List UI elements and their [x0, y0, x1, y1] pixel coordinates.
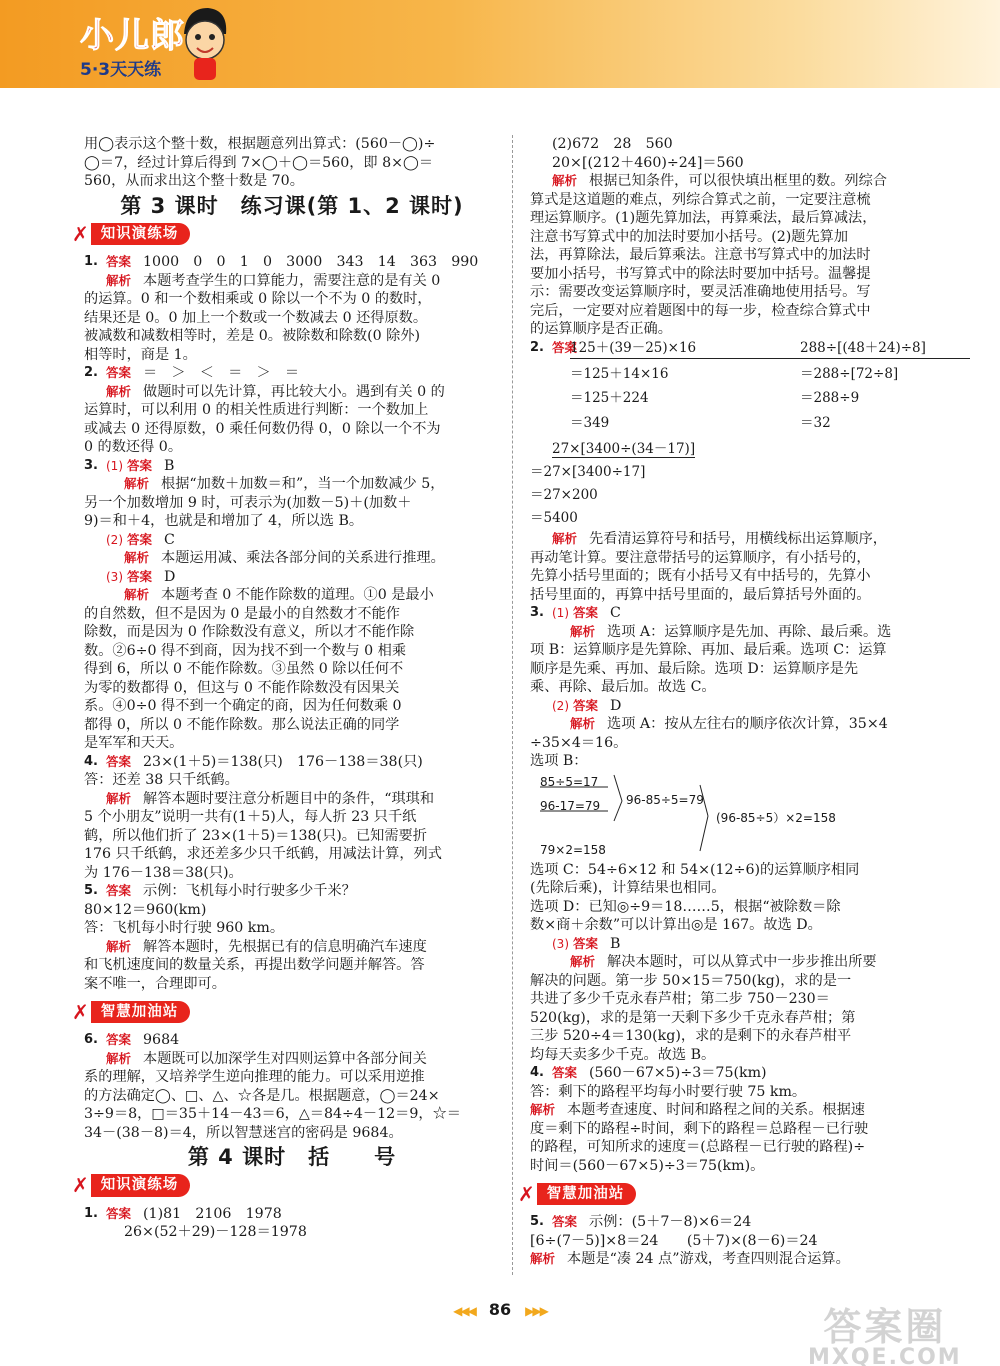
band-icon: ✗: [72, 221, 89, 246]
analysis-text: 解析: [106, 383, 132, 399]
analysis-text: ÷35×4＝16。: [530, 734, 628, 751]
answer-text: 答案: [573, 697, 599, 713]
analysis-text: 为零的数都得 0，但这与 0 不能作除数没有因果关: [84, 679, 400, 696]
analysis-text: 度＝剩下的路程÷时间，剩下的路程＝总路程－已行驶: [530, 1120, 869, 1137]
diagram-step: 85÷5=17: [540, 774, 599, 789]
analysis-text: 5 个小朋友”说明一共有(1＋5)人，每人折 23 只千纸: [84, 809, 417, 825]
text-line: 1.: [84, 1205, 98, 1221]
text-line: 3.: [530, 605, 544, 620]
lesson4-question-1: [84, 1205, 500, 1224]
text-line: 4.: [530, 1065, 544, 1080]
text-line: [530, 172, 942, 191]
answer-text: (560－67×5)÷3＝75(km): [589, 1065, 767, 1081]
analysis-text: 被减数和减数相等时，差是 0。被除数和除数(0 除外): [84, 328, 421, 344]
band-icon: ✗: [518, 1181, 535, 1206]
analysis-text: 注意书写算式中的加法时要加小括号。(2)题先算加: [530, 228, 849, 245]
analysis-text: 解析: [106, 938, 132, 954]
answer-text: 答案: [106, 1205, 132, 1221]
text-line: 20×[(212＋460)÷24]＝560: [552, 154, 744, 171]
answer-text: 示例：(5＋7－8)×6＝24: [589, 1214, 752, 1230]
answer-text: 答案: [552, 1065, 578, 1080]
analysis-text: 本题运用减、乘法各部分间的关系进行推理。: [161, 550, 445, 566]
question-4: [84, 753, 500, 772]
question-3: [84, 457, 500, 476]
answer-text: 1000 0 0 1 0 3000 343 14 363 990: [143, 254, 479, 270]
band-icon: ✗: [72, 999, 89, 1024]
text-line: ＝27×200: [530, 487, 598, 503]
analysis-text: 数。②6÷0 得不到商，因为找不到一个数与 0 相乘: [84, 642, 407, 659]
answer-text: 答：剩下的路程平均每小时要行驶 75 km。: [530, 1083, 807, 1100]
answer-text: 答案: [573, 605, 599, 620]
question-4: [530, 1064, 942, 1083]
answer-text: D: [164, 568, 176, 585]
text-line: 智慧加油站: [91, 1001, 191, 1024]
lesson-3-title: 第 3 课时 练习课(第 1、2 课时): [120, 193, 464, 218]
text-line: [530, 935, 942, 954]
analysis-text: 和飞机速度间的数量关系，再提出数学问题并解答。答: [84, 957, 425, 973]
text-line: [84, 568, 500, 587]
diagram-step: 96-85÷5=79: [626, 792, 704, 807]
analysis-text: 解答本题时要注意分析题目中的条件，“琪琪和: [143, 790, 435, 807]
question-6: [84, 1031, 500, 1050]
mascot-icon: [178, 4, 232, 84]
text-line: [530, 1250, 942, 1269]
page-number: 86: [488, 1300, 512, 1319]
analysis-text: 运算时，可以利用 0 的相关性质进行判断：一个数加上: [84, 402, 429, 418]
text-line: (1): [106, 458, 123, 473]
analysis-text: 案不唯一，合理即可。: [84, 975, 226, 992]
analysis-text: 选项 A：按从左往右的顺序依次计算，35×4: [607, 716, 888, 732]
answer-text: 示例：飞机每小时行驶多少千米？: [143, 883, 356, 899]
analysis-text: 先算小括号里面的；既有小括号又有中括号的，先算小: [530, 568, 871, 584]
text-line: [530, 953, 942, 972]
brand-subtitle: 5·3天天练: [80, 60, 162, 80]
text-line: 2.: [530, 339, 544, 355]
analysis-text: 解析: [124, 476, 150, 491]
band-icon: ✗: [72, 1173, 89, 1198]
answer-text: 答案: [106, 1032, 132, 1047]
analysis-text: 的运算。0 和一个数相乘或 0 除以一个不为 0 的数时，: [84, 291, 432, 307]
analysis-text: 为 176－138＝38(只)。: [84, 864, 243, 881]
answer-text: D: [610, 697, 622, 714]
text-line: [84, 383, 500, 402]
analysis-text: 的路程，可知所求的速度＝(总路程－已行驶的路程)÷: [530, 1139, 866, 1155]
diagram-step: 96-17=79: [540, 798, 601, 813]
text-line: [530, 1101, 942, 1120]
text-line: 5.: [530, 1214, 544, 1229]
analysis-text: 根据已知条件，可以很快填出框里的数。列综合: [589, 173, 887, 189]
analysis-text: 解决的问题。第一步 50×15＝750(kg)，求的是一: [530, 972, 852, 989]
analysis-text: 的运算顺序是否正确。: [530, 321, 672, 337]
analysis-text: 三步 520÷4＝130(kg)，求的是剩下的永春芦柑平: [530, 1028, 852, 1044]
analysis-text: 算式是这道题的难点，列综合算式之前，一定要注意梳: [530, 191, 871, 208]
analysis-text: 另一个加数增加 9 时，可表示为(加数－5)＋(加数＋: [84, 494, 412, 511]
analysis-text: 完后，一定要对应着题图中的每一步，检查综合算式中: [530, 302, 871, 319]
text-line: 1.: [84, 254, 98, 269]
text-line: 3.: [84, 457, 98, 473]
prev-arrows-icon: ◀◀◀: [453, 1304, 475, 1318]
text-line: (3): [552, 936, 569, 951]
text-line: [84, 790, 500, 809]
analysis-text: 本题既可以加深学生对四则运算中各部分间关: [143, 1050, 427, 1067]
analysis-text: 或减去 0 还得原数，0 乘任何数仍得 0，0 除以一个不为: [84, 420, 441, 437]
text-line: [530, 438, 942, 461]
analysis-text: 的自然数，但不是因为 0 是最小的自然数才不能作: [84, 605, 400, 622]
analysis-text: 解析: [124, 587, 150, 602]
analysis-text: 结果还是 0。0 加上一个数或一个数减去 0 还得原数。: [84, 309, 428, 326]
text-line: 智慧加油站: [537, 1183, 637, 1206]
calculation-diagram: [540, 771, 942, 861]
analysis-text: 都得 0，所以 0 不能作除数。那么说法正确的同学: [84, 716, 400, 733]
analysis-text: 34－(38－8)＝4，所以智慧迷宫的密码是 9684。: [84, 1124, 403, 1141]
intro-line: 用◯表示这个整十数，根据题意列出算式：(560－◯)÷: [84, 136, 436, 152]
answer-text: (1)81 2106 1978: [143, 1205, 282, 1222]
analysis-text: 得到 6，所以 0 不能作除数。③虽然 0 除以任何不: [84, 661, 404, 677]
text-line: [530, 623, 942, 642]
analysis-text: 解析: [530, 1102, 556, 1117]
answer-text: ＝ ＞ ＜ ＝ ＞ ＝: [143, 365, 300, 381]
right-column: [518, 135, 942, 1269]
answer-text: 23×(1＋5)＝138(只) 176－138＝38(只): [143, 753, 423, 770]
answer-text: 答案: [106, 753, 132, 769]
text-line: ＝288÷[72÷8]: [800, 365, 899, 382]
analysis-text: 解析: [570, 954, 596, 969]
analysis-text: 解析: [552, 173, 578, 188]
analysis-text: 本题考查学生的口算能力，需要注意的是有关 0: [143, 272, 441, 289]
analysis-text: 共进了多少千克永春芦柑；第二步 750－230＝: [530, 991, 830, 1007]
analysis-text: 做题时可以先计算，再比较大小。遇到有关 0 的: [143, 383, 445, 400]
analysis-text: 乘、再除、最后加。故选 C。: [530, 679, 716, 695]
text-line: ＝5400: [530, 510, 578, 526]
analysis-text: 要加小括号，书写算式中的除法时要加中括号。温馨提: [530, 265, 871, 282]
text-line: ＝125＋224: [570, 390, 649, 406]
section-band: [518, 1181, 942, 1207]
brand-logo: [80, 8, 185, 80]
text-line: ＝288÷9: [800, 390, 860, 406]
text-line: ＝349: [570, 414, 610, 431]
analysis-text: 本题考查速度、时间和路程之间的关系。根据速: [567, 1102, 865, 1118]
question-1: [84, 253, 500, 272]
text-line: ＝27×[3400÷17]: [530, 464, 646, 480]
analysis-text: 是军军和天天。: [84, 735, 184, 751]
text-line: ＝125＋14×16: [570, 365, 669, 382]
text-line: (3): [106, 569, 123, 584]
analysis-text: 法，再算除法，最后算乘法。注意书写算式中的加法时: [530, 247, 871, 263]
text-line: [84, 272, 500, 291]
text-line: [84, 549, 500, 568]
answer-text: 答：飞机每小时行驶 960 km。: [84, 920, 285, 936]
answer-text: C: [164, 531, 175, 548]
answer-label: 答案: [106, 254, 132, 269]
analysis-text: 选项 B：: [530, 753, 588, 769]
answer-text: 答案: [127, 568, 153, 584]
text-line: 4.: [84, 753, 98, 769]
question-3: [530, 604, 942, 623]
analysis-text: 解析: [124, 550, 150, 565]
answer-text: 答案: [552, 1214, 578, 1229]
analysis-text: 本题是“凑 24 点”游戏，考查四则混合运算。: [567, 1251, 850, 1267]
answer-text: [6÷(7－5)]×8＝24 (5＋7)×(8－6)＝24: [530, 1232, 818, 1249]
text-line: [84, 475, 500, 494]
answer-text: 答案: [127, 457, 153, 473]
answer-text: B: [610, 935, 621, 952]
analysis-label: 解析: [106, 272, 132, 288]
text-line: MXQE.COM: [808, 1345, 962, 1366]
analysis-text: 解析: [106, 1050, 132, 1066]
text-line: 数×商＋余数”可以计算出◎是 167。故选 D。: [530, 917, 822, 933]
text-line: 27×[3400÷(34－17)]: [552, 441, 696, 457]
text-line: [84, 586, 500, 605]
text-line: 选项 D：已知◎÷9＝18……5，根据“被除数＝除: [530, 898, 841, 915]
text-line: (2)672 28 560: [552, 136, 673, 152]
text-line: [84, 1050, 500, 1069]
answer-text: 9684: [143, 1032, 180, 1048]
analysis-text: 解决本题时，可以从算式中一步步推出所要: [607, 954, 877, 970]
text-line: 答案圈: [823, 1305, 947, 1349]
analysis-text: 3÷9＝8，□＝35＋14－43＝6，△＝84÷4－12＝9，☆＝: [84, 1106, 461, 1122]
answer-text: 答：还差 38 只千纸鹤。: [84, 772, 239, 788]
analysis-text: 解析: [570, 623, 596, 639]
analysis-text: 均每天卖多少千克。故选 B。: [530, 1046, 716, 1063]
question-2: [84, 364, 500, 383]
text-line: [530, 530, 942, 549]
next-arrows-icon: ▶▶▶: [525, 1304, 547, 1318]
diagram-step: (96-85÷5）×2=158: [716, 810, 836, 825]
analysis-text: 时间＝(560－67×5)÷3＝75(km)。: [530, 1157, 765, 1174]
analysis-text: 解析: [570, 716, 596, 731]
answer-text: C: [610, 605, 621, 621]
analysis-text: 本题考查 0 不能作除数的道理。①0 是最小: [161, 587, 434, 603]
text-line: [530, 697, 942, 716]
text-line: 知识演练场: [91, 1174, 191, 1197]
analysis-text: 理运算顺序。(1)题先算加法，再算乘法，最后算减法，: [530, 210, 877, 226]
intro-line: ◯＝7，经过计算后得到 7×◯＋◯＝560，即 8×◯＝: [84, 154, 434, 171]
analysis-text: 项 B：运算顺序是先算除、再加、最后乘。选项 C：运算: [530, 642, 887, 658]
text-line: [84, 938, 500, 957]
analysis-text: 176 只千纸鹤，求还差多少只千纸鹤，用减法计算，列式: [84, 846, 442, 862]
text-line: 选项 C：54÷6×12 和 54×(12÷6)的运算顺序相同: [530, 861, 860, 878]
text-line: (先除后乘)，计算结果也相同。: [530, 880, 726, 896]
analysis-text: 解析: [552, 531, 578, 546]
answer-text: 26×(52＋29)－128＝1978: [124, 1224, 307, 1240]
analysis-text: 系的理解，又培养学生逆向推理的能力。可以采用逆推: [84, 1069, 425, 1085]
analysis-text: 根据“加数＋加数＝和”，当一个加数减少 5，: [161, 476, 445, 492]
analysis-text: 括号里面的，再算中括号里面的，最后算括号外面的。: [530, 586, 871, 603]
text-line: 知识演练场: [91, 223, 191, 246]
text-line: ＝32: [800, 414, 831, 431]
analysis-text: 的方法确定◯、□、△、☆各是几。根据题意，◯＝24×: [84, 1087, 440, 1104]
answer-text: 80×12＝960(km): [84, 901, 207, 918]
text-line: 2.: [84, 365, 98, 380]
watermark: [808, 1296, 962, 1366]
header-banner: [0, 0, 1000, 88]
text-line: (1): [552, 606, 569, 620]
analysis-text: 相等时，商是 1。: [84, 346, 197, 363]
analysis-text: 选项 A：运算顺序是先加、再除、最后乘。选: [607, 623, 892, 640]
analysis-text: 解析: [106, 790, 132, 806]
analysis-text: 除数，而是因为 0 作除数没有意义，所以才不能作除: [84, 624, 415, 640]
analysis-text: 520(kg)，求的是第一天剩下多少千克永春芦柑；第: [530, 1009, 856, 1026]
analysis-text: 9)＝和＋4，也就是和增加了 4，所以选 B。: [84, 513, 364, 529]
text-line: 288÷[(48＋24)÷8]: [800, 339, 970, 359]
section-band: [72, 221, 500, 247]
answer-text: 答案: [106, 365, 132, 380]
diagram-step: 79×2=158: [540, 842, 606, 857]
analysis-text: 鹤，所以他们折了 23×(1＋5)＝138(只)。已知需要折: [84, 827, 427, 844]
analysis-text: 解析: [530, 1251, 556, 1266]
text-line: (2): [552, 698, 569, 713]
text-line: [84, 531, 500, 550]
answer-text: 答案: [552, 339, 578, 355]
analysis-text: 再动笔计算。要注意带括号的运算顺序，有小括号的，: [530, 549, 871, 566]
section-band: [72, 999, 500, 1025]
lesson-4-title: 第 4 课时 括 号: [187, 1145, 397, 1169]
answer-text: 答案: [106, 883, 132, 898]
answer-text: B: [164, 457, 175, 474]
left-column: [72, 135, 500, 1242]
calculation-grid: [570, 339, 942, 432]
analysis-text: 示：需要改变运算顺序时，要灵活准确地使用括号。写: [530, 284, 871, 300]
analysis-text: 先看清运算符号和括号，用横线标出运算顺序，: [589, 531, 887, 547]
column-divider: [512, 135, 513, 1275]
brand-title: 小儿郎: [80, 16, 185, 56]
analysis-text: 解答本题时，先根据已有的信息明确汽车速度: [143, 938, 427, 955]
answer-text: 答案: [127, 531, 153, 547]
section-band: [72, 1173, 500, 1199]
question-5: [530, 1213, 942, 1232]
question-5: [84, 882, 500, 901]
analysis-text: 顺序是先乘、再加、最后除。选项 D：运算顺序是先: [530, 660, 859, 677]
text-line: 6.: [84, 1032, 98, 1047]
calculation-c: [530, 438, 942, 530]
answer-text: 答案: [573, 935, 599, 951]
analysis-text: 0 的数还得 0。: [84, 439, 183, 455]
intro-line: 560，从而求出这个整十数是 70。: [84, 173, 304, 189]
text-line: (2): [106, 532, 123, 547]
analysis-text: 系。④0÷0 得不到一个确定的商，因为任何数乘 0: [84, 698, 402, 714]
text-line: [530, 715, 942, 734]
text-line: 5.: [84, 883, 98, 898]
text-line: 125＋(39－25)×16: [570, 339, 800, 359]
